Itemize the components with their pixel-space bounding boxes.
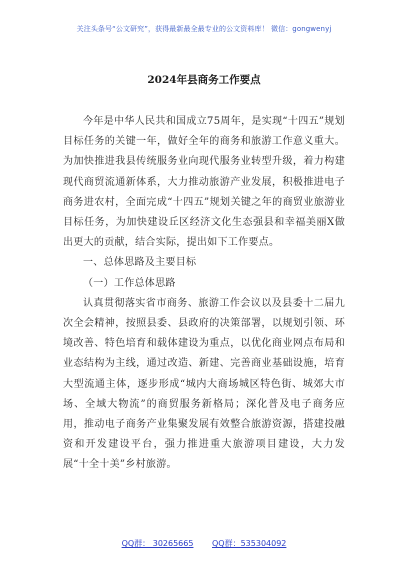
- document-body: [63, 112, 345, 476]
- intro-paragraph: 今年是中华人民共和国成立75周年，是实现“十四五”规划目标任务的关键一年，做好全年的商务和旅游工作意义重大。为加快推进我县传统服务业向现代服务业转型升级，着力构建现代商贸流通新体系，大力推动旅游产业发展，积极推进电子商务进农村，全面完成“十四五”规划关键之年的商贸业旅游业目标任务，为加快建设丘区经济文化生态强县和幸福美丽X做出更大的贡献，结合实际，提出如下工作要点。: [63, 116, 345, 249]
- section-heading: 一、总体思路及主要目标: [83, 257, 197, 269]
- footer: [0, 538, 408, 549]
- document-title: 2024年县商务工作要点: [147, 74, 261, 86]
- subsection-heading: （一）工作总体思路: [83, 277, 176, 289]
- body-paragraph: 认真贯彻落实省市商务、旅游工作会议以及县委十二届九次全会精神，按照县委、县政府的决策部署，以规划引领、环境改善、特色培育和载体建设为重点，以优化商业网点布局和业态结构为主线，通过改造、新建、完善商业基础设施，培育大型流通主体，逐步形成“城内大商场城区特色街、城郊大市场、全域大物流”的商贸服务新格局；深化普及电子商务应用，推动电子商务产业集聚发展有效整合旅游资源，搭建投融资和开发建设平台，强力推进重大旅游项目建设，大力发展“十全十美”乡村旅游。: [63, 297, 345, 471]
- qq-group-link-1[interactable]: QQ群： 30265665: [121, 539, 194, 548]
- promo-banner: 关注头条号“公文研究”，获得最新最全最专业的公文资料库！ 微信：gongwenyj: [76, 25, 332, 33]
- qq-group-link-2[interactable]: QQ群：535304092: [212, 539, 287, 548]
